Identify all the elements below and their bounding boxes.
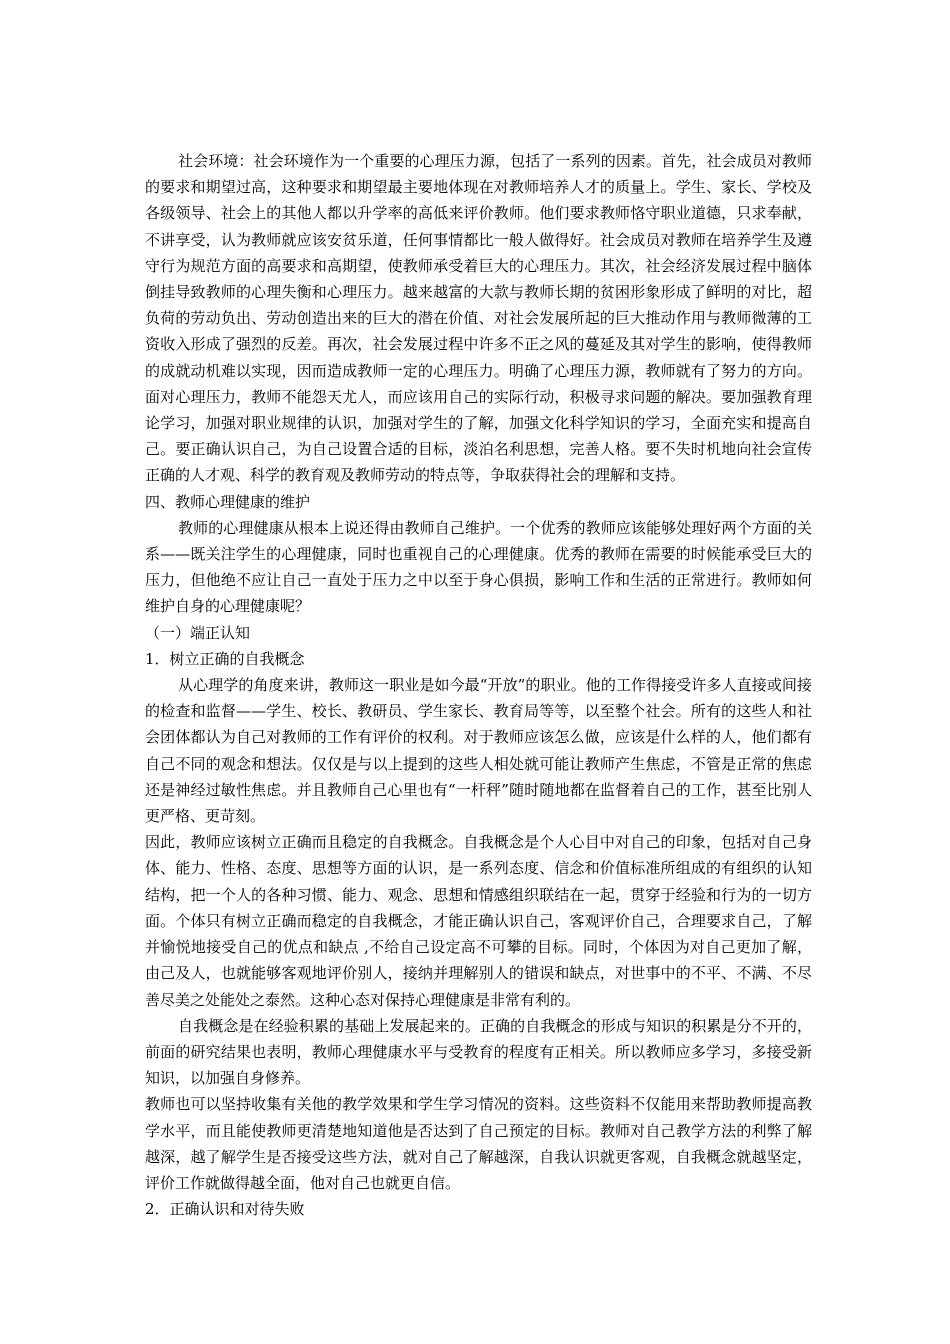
paragraph-open-profession: 从心理学的角度来讲，教师这一职业是如今最“开放”的职业。他的工作得接受许多人直接或间接的检查和监督——学生、校长、教研员、学生家长、教育局等等，以至整个社会。所有的这些人和社会团体都认为自己对教师的工作有评价的权利。对于教师应该怎么做，应该是什么样的人，他们都有自己不同的观念和想法。仅仅是与以上提到的这些人相处就可能让教师产生焦虑，不管是正常的焦虑还是神经过敏性焦虑。并且教师自己心里也有“一杆秤”随时随地都在监督着自己的工作，甚至比别人更严格、更苛刻。 <box>145 676 812 826</box>
paragraph-mental-health-maintenance: 教师的心理健康从根本上说还得由教师自己维护。一个优秀的教师应该能够处理好两个方面的关系——既关注学生的心理健康，同时也重视自己的心理健康。优秀的教师在需要的时候能承受巨大的压力，但他绝不应让自己一直处于压力之中以至于身心俱损，影响工作和生活的正常进行。教师如何维护自身的心理健康呢？ <box>145 518 812 616</box>
document-body <box>145 148 812 1222</box>
item-heading-1: 1．树立正确的自我概念 <box>145 649 305 668</box>
item-heading-2: 2．正确认识和对待失败 <box>145 1200 305 1219</box>
paragraph-teaching-feedback: 教师也可以坚持收集有关他的教学效果和学生学习情况的资料。这些资料不仅能用来帮助教师提高教学水平，而且能使教师更清楚地知道他是否达到了自己预定的目标。教师对自己教学方法的利弊了解越深，越了解学生是否接受这些方法，就对自己了解越深，自我认识就更客观，自我概念就越坚定，评价工作就做得越全面，他对自己也就更自信。 <box>145 1095 812 1192</box>
paragraph-self-concept: 因此，教师应该树立正确而且稳定的自我概念。自我概念是个人心目中对自己的印象，包括对自己身体、能力、性格、态度、思想等方面的认识，是一系列态度、信念和价值标准所组成的有组织的认知结构，把一个人的各种习惯、能力、观念、思想和情感组织联结在一起，贯穿于经验和行为的一切方面。个体只有树立正确而稳定的自我概念，才能正确认识自己，客观评价自己，合理要求自己，了解并愉悦地接受自己的优点和缺点 ,不给自己设定高不可攀的目标。同时，个体因为对自己更加了解，由己及人，也就能够客观地评价别人，接纳并理解别人的错误和缺点，对世事中的不平、不满、不尽善尽美之处能处之泰然。这种心态对保持心理健康是非常有利的。 <box>145 833 812 1009</box>
section-heading-4: 四、教师心理健康的维护 <box>145 492 311 511</box>
paragraph-self-concept-development: 自我概念是在经验积累的基础上发展起来的。正确的自我概念的形成与知识的积累是分不开的，前面的研究结果也表明，教师心理健康水平与受教育的程度有正相关。所以教师应多学习，多接受新知识，以加强自身修养。 <box>145 1016 812 1088</box>
paragraph-social-environment: 社会环境：社会环境作为一个重要的心理压力源，包括了一系列的因素。首先，社会成员对教师的要求和期望过高，这种要求和期望最主要地体现在对教师培养人才的质量上。学生、家长、学校及各级领导、社会上的其他人都以升学率的高低来评价教师。他们要求教师恪守职业道德，只求奉献，不讲享受，认为教师就应该安贫乐道，任何事情都比一般人做得好。社会成员对教师在培养学生及遵守行为规范方面的高要求和高期望，使教师承受着巨大的心理压力。其次，社会经济发展过程中脑体倒挂导致教师的心理失衡和心理压力。越来越富的大款与教师长期的贫困形象形成了鲜明的对比，超负荷的劳动负出、劳动创造出来的巨大的潜在价值、对社会发展所起的巨大推动作用与教师微薄的工资收入形成了强烈的反差。再次，社会发展过程中许多不正之风的蔓延及其对学生的影响，使得教师的成就动机难以实现，因而造成教师一定的心理压力。明确了心理压力源，教师就有了努力的方向。面对心理压力，教师不能怨天尤人，而应该用自己的实际行动，积极寻求问题的解决。要加强教育理论学习，加强对职业规律的认识，加强对学生的了解，加强文化科学知识的学习，全面充实和提高自己。要正确认识自己，为自己设置合适的目标，淡泊名利思想，完善人格。要不失时机地向社会宣传正确的人才观、科学的教育观及教师劳动的特点等，争取获得社会的理解和支持。 <box>145 152 812 485</box>
subsection-heading-1: （一）端正认知 <box>145 623 251 642</box>
